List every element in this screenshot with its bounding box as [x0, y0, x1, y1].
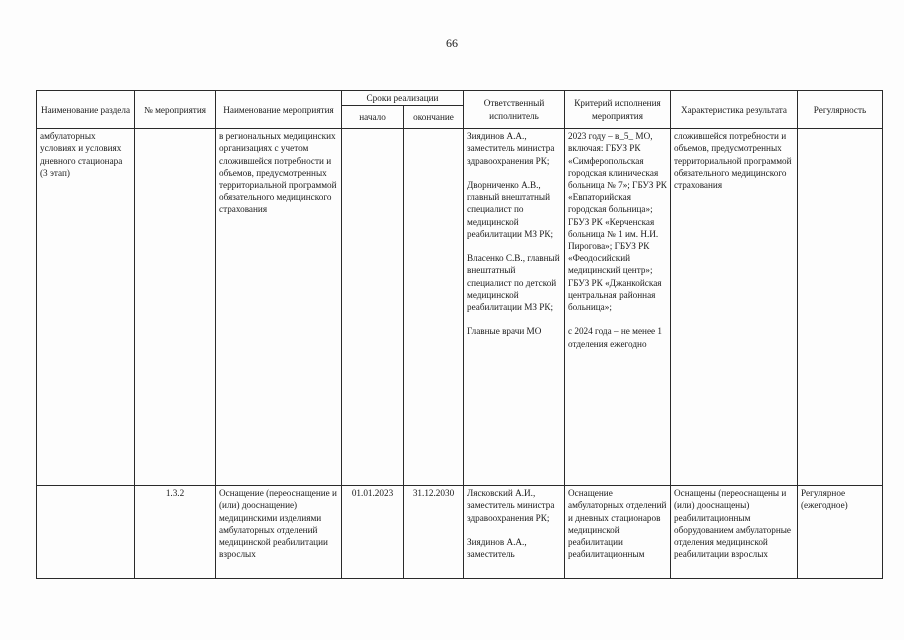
- header-terms: Сроки реализации: [342, 91, 464, 106]
- cell-number: [135, 129, 216, 486]
- header-row: [37, 91, 883, 106]
- header-executor: Ответственный исполнитель: [464, 91, 565, 129]
- header-result: Характеристика результата: [671, 91, 798, 129]
- measures-table: [36, 90, 883, 579]
- cell-end: [404, 129, 464, 486]
- header-start: начало: [342, 106, 404, 129]
- page-number: 66: [446, 36, 458, 50]
- cell-section: [37, 486, 135, 579]
- cell-criterion: 2023 году – в_5_ МО, включая: ГБУЗ РК «Симферопольская городская клиническая больница № 7»; ГБУЗ РК «Евпаторийская городская больница»; ГБУЗ РК «Керченская больница № 1 им. Н.И. Пирогова»; ГБУЗ РК «Феодосийский медицинский центр»; ГБУЗ РК «Джанкойская центральная районная больница»; с 2024 года – не менее 1 отделения ежегодно: [565, 129, 671, 486]
- table-row: [37, 486, 883, 579]
- cell-result: Оснащены (переоснащены и (или) дооснащены) реабилитационным оборудованием амбулаторные отделения медицинской реабилитации взрослых: [671, 486, 798, 579]
- cell-executor: Лясковский А.И., заместитель министра здравоохранения РК; Зиядинов А.А., заместитель: [464, 486, 565, 579]
- header-section-name: Наименование раздела: [37, 91, 135, 129]
- cell-number: 1.3.2: [135, 486, 216, 579]
- cell-name: Оснащение (переоснащение и (или) дооснащение) медицинскими изделиями амбулаторных отделений медицинской реабилитации взрослых: [216, 486, 342, 579]
- table-row: [37, 129, 883, 486]
- cell-executor: Зиядинов А.А., заместитель министра здравоохранения РК; Дворниченко А.В., главный внештатный специалист по медицинской реабилитации МЗ РК; Власенко С.В., главный внештатный специалист по детской медицинской реабилитации МЗ РК; Главные врачи МО: [464, 129, 565, 486]
- header-event-name: Наименование мероприятия: [216, 91, 342, 129]
- cell-end: 31.12.2030: [404, 486, 464, 579]
- header-criterion: Критерий исполнения мероприятия: [565, 91, 671, 129]
- cell-start: [342, 129, 404, 486]
- cell-start: 01.01.2023: [342, 486, 404, 579]
- header-regularity: Регулярность: [798, 91, 883, 129]
- cell-criterion: Оснащение амбулаторных отделений и дневных стационаров медицинской реабилитации реабилитационным: [565, 486, 671, 579]
- cell-result: сложившейся потребности и объемов, предусмотренных территориальной программой обязательного медицинского страхования: [671, 129, 798, 486]
- cell-regularity: [798, 129, 883, 486]
- cell-section: амбулаторных условиях и условиях дневного стационара (3 этап): [37, 129, 135, 486]
- cell-name: в региональных медицинских организациях с учетом сложившейся потребности и объемов, предусмотренных территориальной программой обязательного медицинского страхования: [216, 129, 342, 486]
- cell-regularity: Регулярное (ежегодное): [798, 486, 883, 579]
- header-end: окончание: [404, 106, 464, 129]
- header-event-number: № мероприятия: [135, 91, 216, 129]
